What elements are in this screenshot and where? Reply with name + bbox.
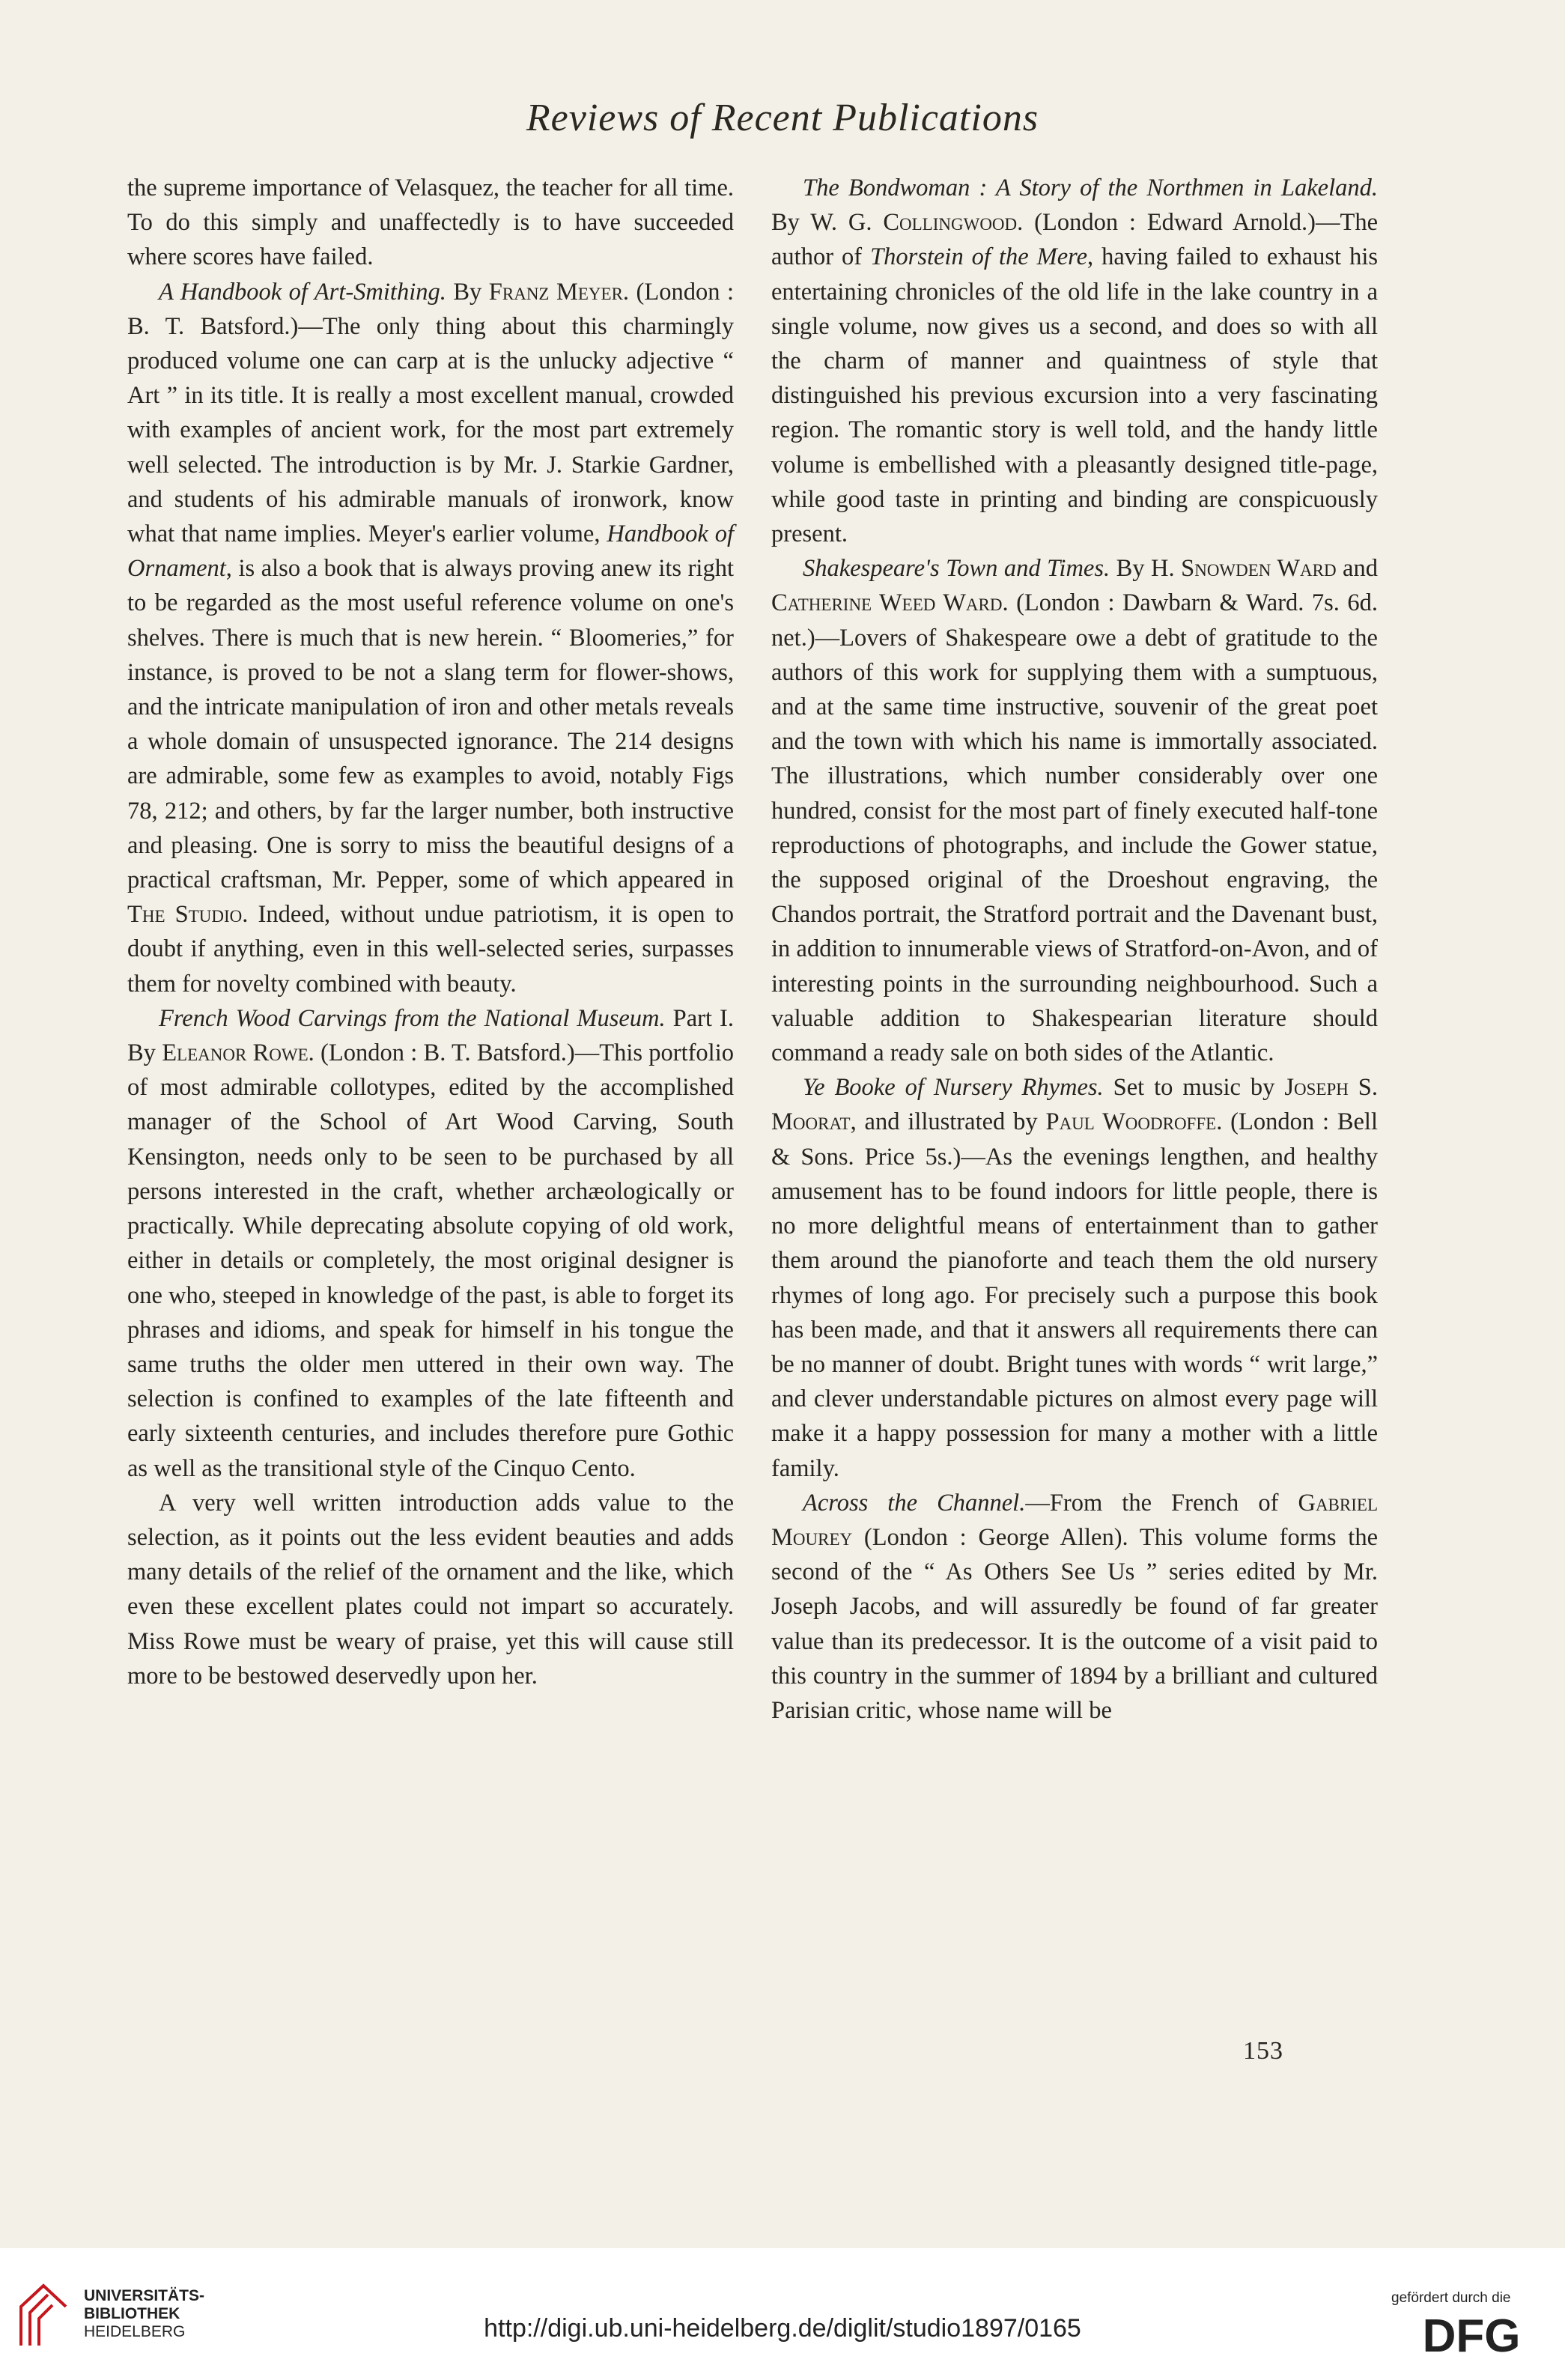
author-name: The Studio. <box>127 901 249 929</box>
book-title: French Wood Carvings from the National Museum. <box>159 1004 666 1032</box>
review-text: A very well written introduction adds value to the selection, as it points out the less evident beauties and adds many details of the relief of the ornament and the like, which even these excellent plates could not impart so accurately. Miss Rowe must be weary of praise, yet this will cause still more to be bestowed deservedly upon her. <box>127 1489 734 1690</box>
book-title: Handbook of Ornament <box>127 520 734 583</box>
review-text: By W. G. <box>771 209 884 237</box>
svg-text:DFG: DFG <box>1422 2313 1521 2358</box>
dfg-logo <box>1400 2313 1543 2358</box>
review-text: (London : Edward Arnold.)—The author of <box>771 209 1378 271</box>
review-paragraph <box>127 1486 734 1693</box>
review-text: the supreme importance of Velasquez, the teacher for all time. To do this simply and unaffectedly is to have succeeded where scores have failed. <box>127 174 734 271</box>
book-title: Ye Booke of Nursery Rhymes. <box>803 1074 1104 1102</box>
review-text: Indeed, without undue patriotism, it is open to doubt if anything, even in this well-selected series, surpasses them for novelty combined with beauty. <box>127 901 734 998</box>
review-text: , is also a book that is always proving anew its right to be regarded as the most useful reference volume on one's shelves. There is much that is new herein. “ Bloomeries,” for instance, is proved to be not a slang term for flower-shows, and the intricate manipulation of iron and other metals reveals a whole domain of unsuspected ignorance. The 214 designs are admirable, some few as examples to avoid, notably Figs 78, 212; and others, by far the larger number, both instructive and pleasing. One is sorry to miss the beautiful designs of a practical craftsman, Mr. Pepper, some of which appeared in <box>127 555 734 894</box>
review-paragraph <box>127 171 734 275</box>
book-title: A Handbook of Art-Smithing. <box>159 278 446 306</box>
review-text: and illustrated by <box>856 1108 1046 1136</box>
review-text: Part I. By <box>127 1004 734 1067</box>
review-paragraph <box>771 551 1378 1070</box>
page-number: 153 <box>1243 2037 1283 2065</box>
review-text: (London : George Allen). This volume forms the second of the “ As Others See Us ” series edited by Mr. Joseph Jacobs, and will assuredly be found of far greater value than its predecessor. It is the outcome of a visit paid to this country in the summer of 1894 by a brilliant and cultured Parisian critic, whose name will be <box>771 1523 1378 1724</box>
author-name: Catherine Weed Ward. <box>771 589 1009 617</box>
right-column <box>771 171 1378 1728</box>
funded-by-text: gefördert durch die <box>1391 2290 1511 2306</box>
digitization-footer <box>0 2248 1565 2380</box>
library-line: BIBLIOTHEK <box>84 2305 180 2322</box>
review-text: By <box>446 278 489 306</box>
review-paragraph <box>127 1001 734 1486</box>
running-head: Reviews of Recent Publications <box>526 97 1039 139</box>
author-name: Snowden Ward <box>1181 555 1337 583</box>
review-text: (London : B. T. Batsford.)—The only thing about this charmingly produced volume one can carp at is the unlucky adjective “ Art ” in its title. It is really a most excellent manual, crowded with examples of ancient work, for the most part extremely well selected. The introduction is by Mr. J. Starkie Gardner, and students of his admirable manuals of ironwork, know what that name implies. Meyer's earlier volume, <box>127 278 734 548</box>
review-paragraph <box>771 171 1378 551</box>
book-title: Across the Channel. <box>803 1489 1026 1517</box>
review-paragraph <box>127 275 734 1001</box>
review-paragraph <box>771 1486 1378 1728</box>
library-line: HEIDELBERG <box>84 2323 186 2340</box>
source-url-link[interactable]: http://digi.ub.uni-heidelberg.de/diglit/studio1897/0165 <box>484 2314 1081 2343</box>
book-title: Thorstein of the Mere <box>870 243 1088 271</box>
review-text: , having failed to exhaust his entertaining chronicles of the old life in the lake country in a single volume, now gives us a second, and does so with all the charm of manner and quaintness of style that distinguished his previous excursion into a very fascinating region. The romantic story is well told, and the handy little volume is embellished with a pleasantly designed title-page, while good taste in printing and binding are conspicuously present. <box>771 243 1379 548</box>
review-text: (London : B. T. Batsford.)—This portfolio of most admirable collotypes, edited by the accomplished manager of the School of Art Wood Carving, South Kensington, needs only to be seen to be purchased by all persons interested in the craft, whether archæologically or practically. While deprecating absolute copying of old work, either in details or completely, the most original designer is one who, steeped in knowledge of the past, is able to forget its phrases and idioms, and speak for himself in his tongue the same truths the older men uttered in their own way. The selection is confined to examples of the late fifteenth and early sixteenth centuries, and includes therefore pure Gothic as well as the transitional style of the Cinquo Cento. <box>127 1039 734 1482</box>
author-name: Collingwood. <box>883 209 1024 237</box>
author-name: Eleanor Rowe. <box>162 1039 314 1067</box>
review-text: Set to music by <box>1103 1074 1285 1102</box>
author-name: Gabriel Mourey <box>771 1489 1378 1551</box>
review-text: —From the French of <box>1025 1489 1298 1517</box>
review-text: (London : Dawbarn & Ward. 7s. 6d. net.)—Lovers of Shakespeare owe a debt of gratitude to the authors of this work for supplying them with a sumptuous, and at the same time instructive, souvenir of the great poet and the town with which his name is immortally associated. The illustrations, which number considerably over one hundred, consist for the most part of finely executed half-tone reproductions of photographs, and include the Gower statue, the supposed original of the Droeshout engraving, the Chandos portrait, the Stratford portrait and the Davenant bust, in addition to innumerable views of Stratford-on-Avon, and of interesting points in the surrounding neighbourhood. Such a valuable addition to Shakespearian literature should command a ready sale on both sides of the Atlantic. <box>771 589 1378 1067</box>
left-column <box>127 171 734 1693</box>
library-line: UNIVERSITÄTS- <box>84 2287 205 2304</box>
review-text: and <box>1336 555 1378 583</box>
author-name: Franz Meyer. <box>488 278 630 306</box>
review-text: By H. <box>1110 555 1182 583</box>
author-name: Paul Woodroffe. <box>1045 1108 1223 1136</box>
review-text: (London : Bell & Sons. Price 5s.)—As the evenings lengthen, and healthy amusement has to be found indoors for little people, there is no more delightful means of entertainment than to gather them around the pianoforte and teach them the old nursery rhymes of long ago. For precisely such a purpose this book has been made, and that it answers all requirements there can be no manner of doubt. Bright tunes with words “ writ large,” and clever understandable pictures on almost every page will make it a happy possession for many a mother with a little family. <box>771 1108 1378 1482</box>
book-title: Shakespeare's Town and Times. <box>803 555 1110 583</box>
review-paragraph <box>771 1070 1378 1485</box>
book-title: The Bondwoman : A Story of the Northmen in Lakeland. <box>803 174 1378 201</box>
author-name: Joseph S. Moorat, <box>771 1074 1378 1136</box>
